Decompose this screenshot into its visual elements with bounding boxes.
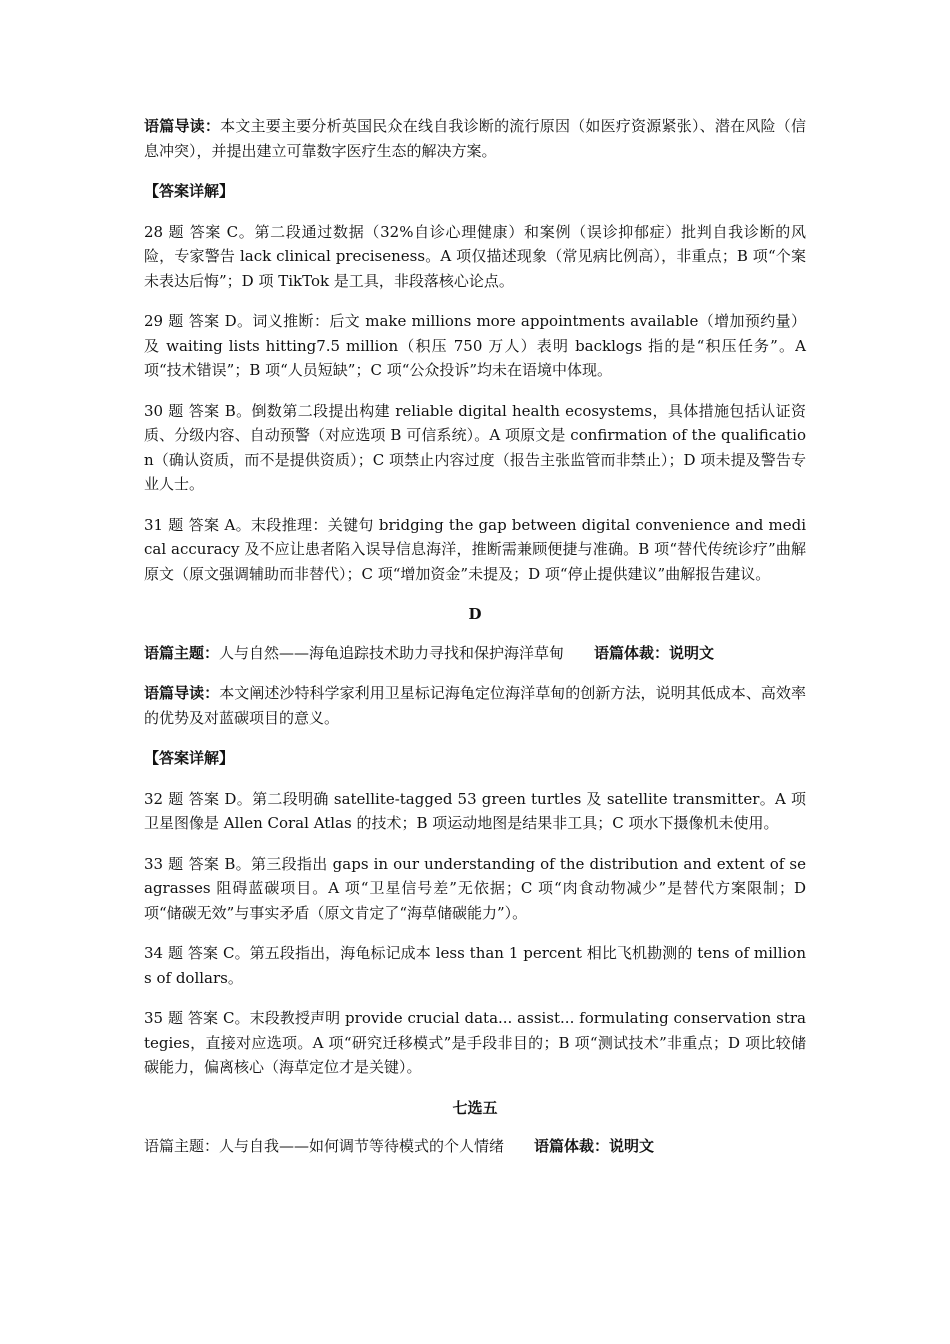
- genre-text: 说明文: [669, 643, 715, 662]
- intro-label: 语篇导读：: [144, 117, 221, 135]
- section-d-heading: D: [468, 605, 482, 623]
- answer-29: 29 题 答案 D。词义推断：后文 make millions more appointments available（增加预约量）及 waiting lists hitting7.5 million（积压 750 万人）表明 backlogs 指的是“积压任务”。A 项“技术错误”；B 项“人员短缺”；C 项“公众投诉”均未在语境中体现。: [144, 312, 806, 379]
- theme-paragraph-d: [144, 641, 806, 666]
- document-page: [144, 114, 806, 1175]
- answer-34: 34 题 答案 C。第五段指出，海龟标记成本 less than 1 percent 相比飞机勘测的 tens of millions of dollars。: [144, 944, 806, 987]
- answer-31: 31 题 答案 A。末段推理：关键句 bridging the gap between digital convenience and medical accuracy 及不应让患者陷入误导信息海洋，推断需兼顾便捷与准确。B 项“替代传统诊疗”曲解原文（原文强调辅助而非替代）；C 项“增加资金”未提及；D 项“停止提供建议”曲解报告建议。: [144, 515, 806, 583]
- theme-text: 人与自然——海龟追踪技术助力寻找和保护海洋草甸: [219, 643, 565, 662]
- intro-text: 本文主要主要分析英国民众在线自我诊断的流行原因（如医疗资源紧张）、潜在风险（信息冲突），并提出建立可靠数字医疗生态的解决方案。: [144, 117, 806, 160]
- answer-32: 32 题 答案 D。第二段明确 satellite-tagged 53 green turtles 及 satellite transmitter。A 项卫星图像是 Allen Coral Atlas 的技术；B 项运动地图是结果非工具；C 项水下摄像机未使用。: [144, 789, 806, 832]
- genre-label: 语篇体裁：: [594, 643, 670, 662]
- intro-paragraph-c: [144, 114, 806, 163]
- intro-paragraph-d: [144, 681, 806, 730]
- answer-heading-d: 【答案详解】: [144, 749, 235, 767]
- answer-28: 28 题 答案 C。第二段通过数据（32%自诊心理健康）和案例（误诊抑郁症）批判自我诊断的风险，专家警告 lack clinical preciseness。A 项仅描述现象（常见病比例高），非重点；B 项“个案未表达后悔”；D 项 TikTok 是工具，非段落核心论点。: [144, 222, 806, 290]
- answer-33: 33 题 答案 B。第三段指出 gaps in our understanding of the distribution and extent of seagrasses 阻碍蓝碳项目。A 项“卫星信号差”无依据；C 项“肉食动物减少”是替代方案限制；D 项“储碳无效”与事实矛盾（原文肯定了“海草储碳能力”）。: [144, 854, 806, 922]
- intro-text: 本文阐述沙特科学家利用卫星标记海龟定位海洋草甸的创新方法，说明其低成本、高效率的优势及对蓝碳项目的意义。: [144, 684, 806, 727]
- intro-label: 语篇导读：: [144, 684, 220, 702]
- genre-label: 语篇体裁：: [534, 1137, 610, 1155]
- theme-text: 人与自我——如何调节等待模式的个人情绪: [219, 1137, 505, 1155]
- genre-text: 说明文: [609, 1137, 655, 1155]
- answer-heading-c: 【答案详解】: [144, 182, 235, 200]
- theme-paragraph-seven: [144, 1134, 806, 1159]
- answer-35: 35 题 答案 C。末段教授声明 provide crucial data... assist... formulating conservation strategies，直接对应选项。A 项“研究迁移模式”是手段非目的；B 项“测试技术”非重点；D 项比较储碳能力，偏离核心（海草定位才是关键）。: [144, 1009, 806, 1076]
- section-seven-heading: 七选五: [452, 1098, 498, 1117]
- theme-label: 语篇主题：: [144, 1137, 220, 1155]
- answer-30: 30 题 答案 B。倒数第二段提出构建 reliable digital health ecosystems，具体措施包括认证资质、分级内容、自动预警（对应选项 B 可信系统）。A 项原文是 confirmation of the qualification（确认资质，而不是提供资质）；C 项禁止内容过度（报告主张监管而非禁止）；D 项未提及警告专业人士。: [144, 401, 806, 493]
- theme-label: 语篇主题：: [144, 643, 220, 662]
